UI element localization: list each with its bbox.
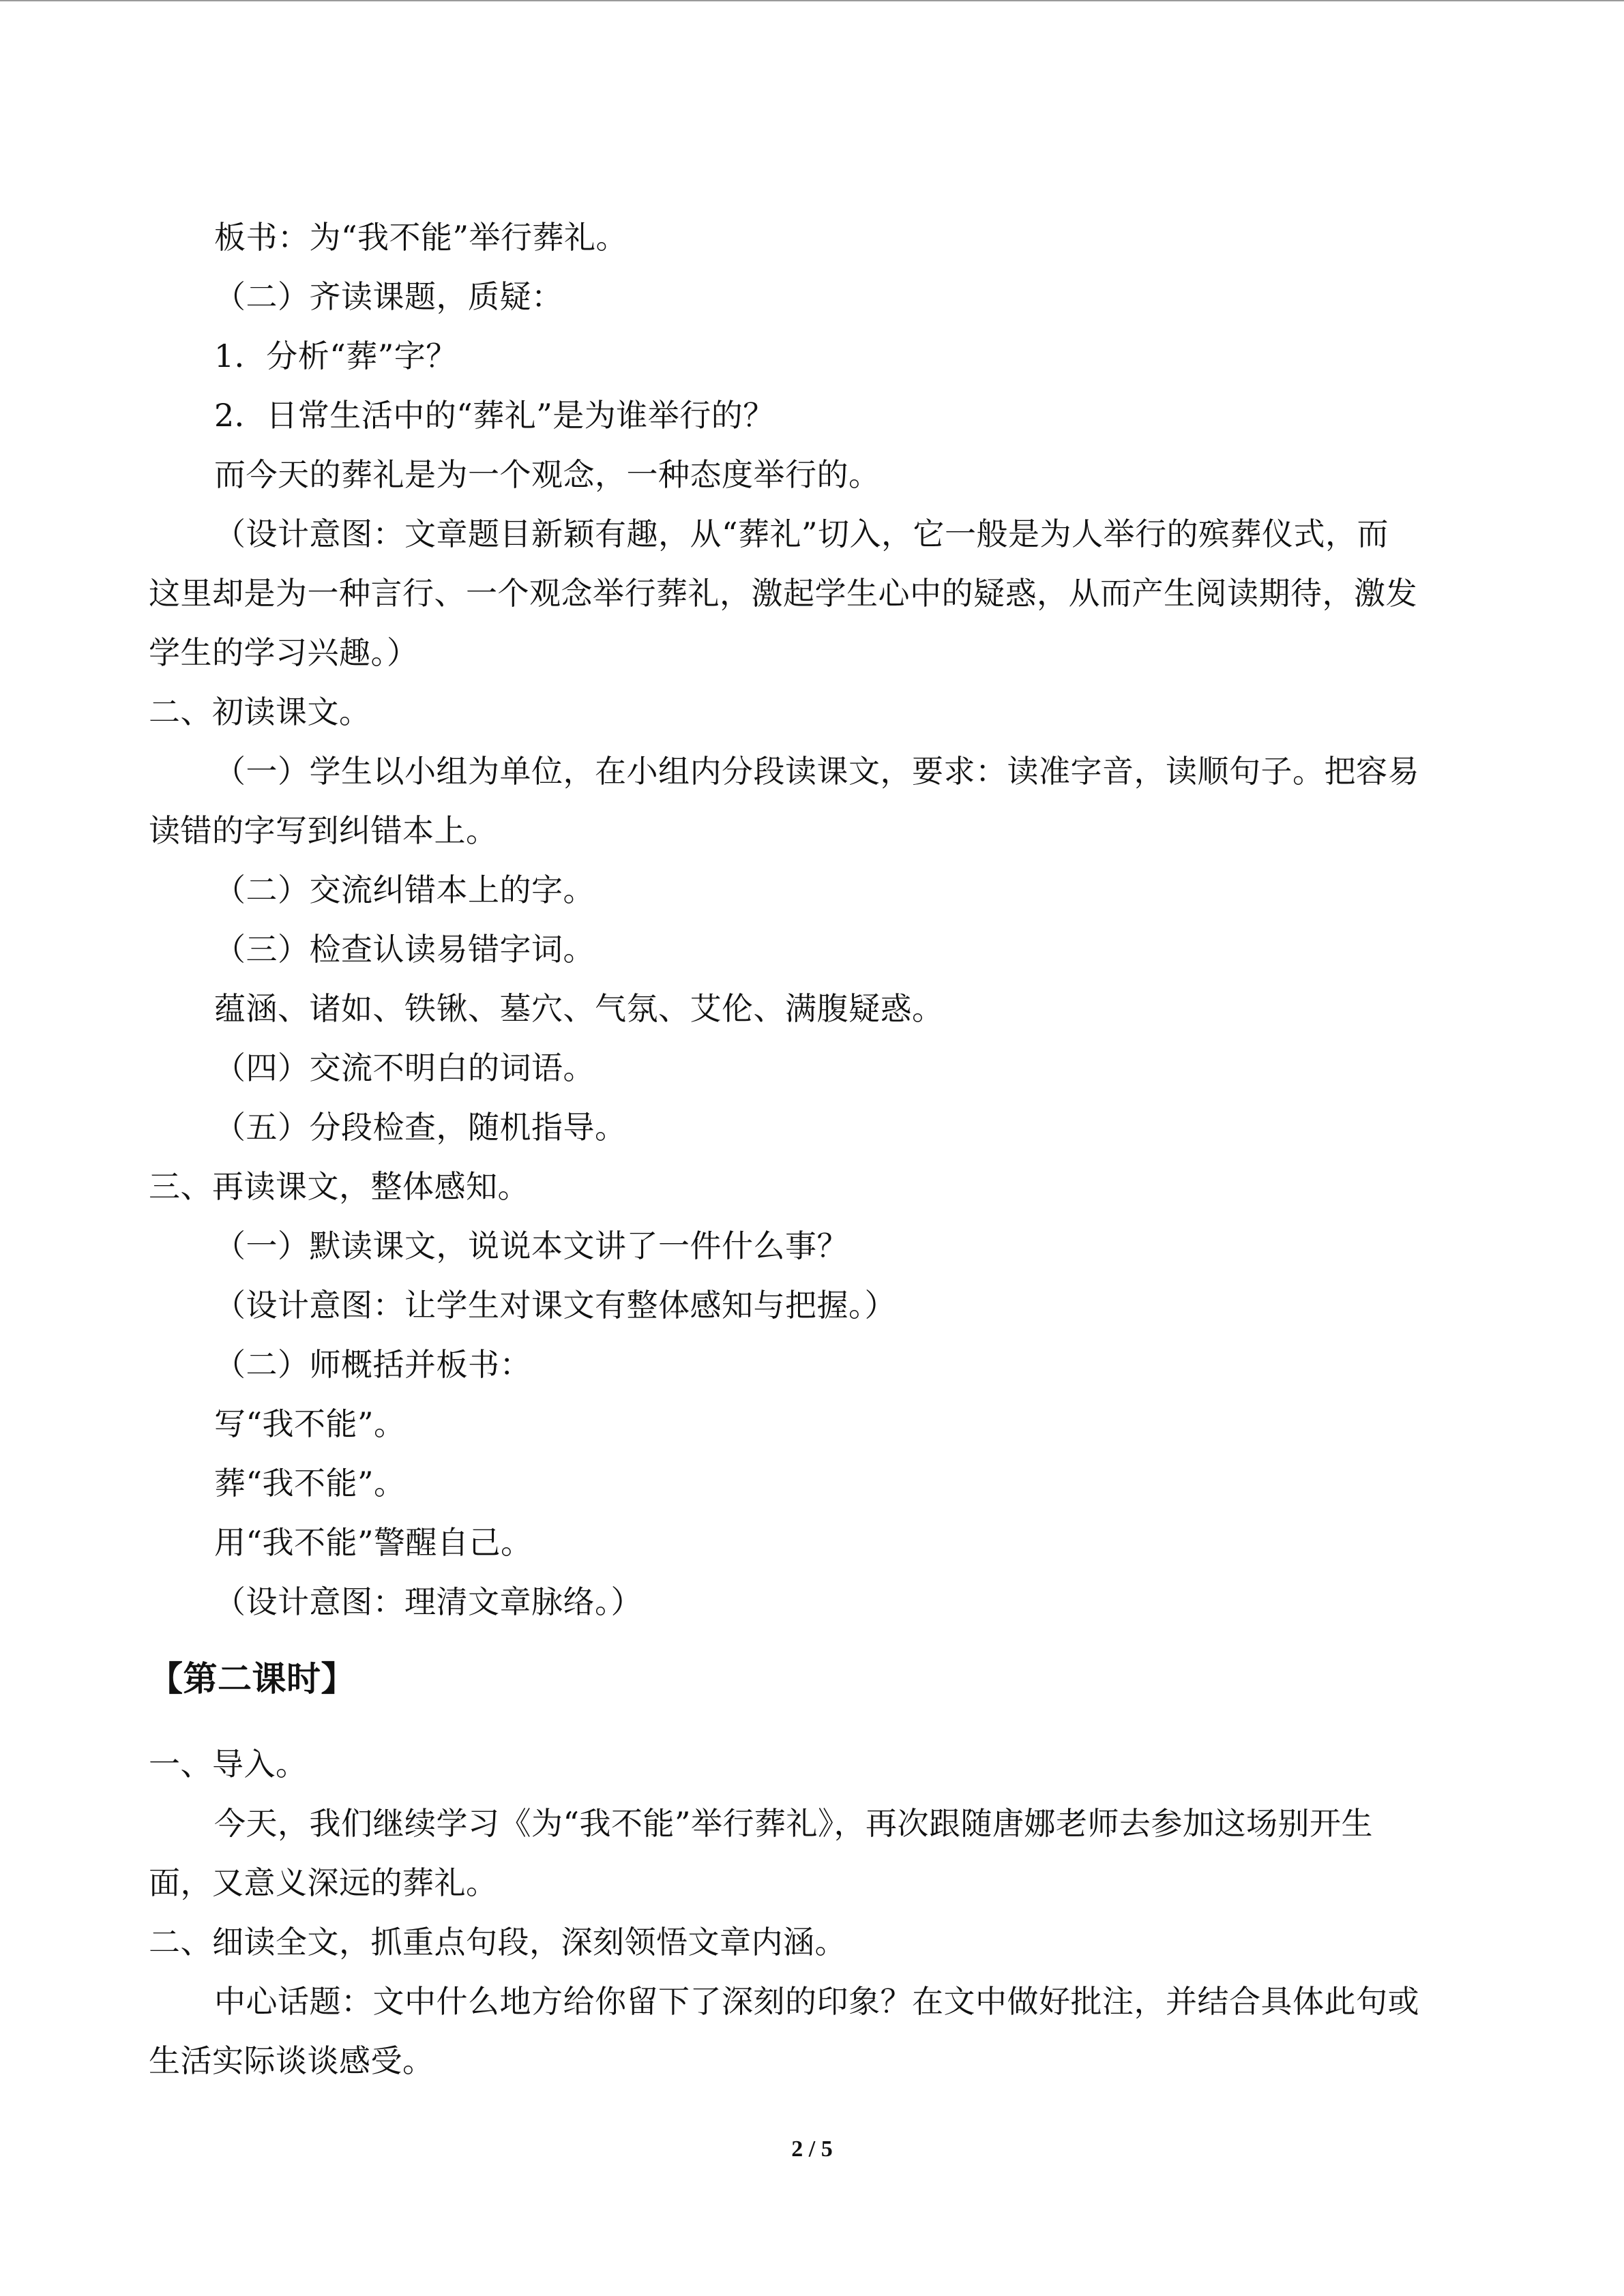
paragraph-line: 写“我不能”。: [214, 1405, 406, 1442]
paragraph-line: 而今天的葬礼是为一个观念，一种态度举行的。: [214, 456, 881, 493]
paragraph-line: 用“我不能”警醒自己。: [214, 1524, 533, 1561]
paragraph-line: 葬“我不能”。: [214, 1465, 406, 1502]
page-number: 2 / 5: [791, 2136, 833, 2162]
paragraph-line: 生活实际谈谈感受。: [149, 2042, 434, 2079]
paragraph-line: （五）分段检查，随机指导。: [214, 1109, 627, 1146]
section-heading: 二、细读全文，抓重点句段，深刻领悟文章内涵。: [149, 1924, 846, 1960]
paragraph-line: （三）检查认读易错字词。: [214, 931, 595, 968]
section-heading: 三、再读课文，整体感知。: [149, 1168, 529, 1205]
paragraph-line: （一）学生以小组为单位，在小组内分段读课文，要求：读准字音，读顺句子。把容易: [214, 753, 1419, 790]
lesson-heading: 【第二课时】: [149, 1659, 355, 1699]
paragraph-line: （二）齐读课题，质疑：: [214, 278, 563, 315]
paragraph-line: （二）交流纠错本上的字。: [214, 871, 595, 908]
paragraph-line: 学生的学习兴趣。）: [149, 634, 419, 671]
paragraph-line: 1．分析“葬”字？: [214, 338, 458, 374]
section-heading: 二、初读课文。: [149, 694, 371, 730]
paragraph-line: 面，又意义深远的葬礼。: [149, 1864, 498, 1901]
section-heading: 一、导入。: [149, 1746, 308, 1783]
paragraph-line: （设计意图：理清文章脉络。）: [214, 1583, 643, 1620]
paragraph-line: （二）师概括并板书：: [214, 1346, 531, 1383]
paragraph-line: 板书：为“我不能”举行葬礼。: [214, 219, 628, 256]
paragraph-line: （设计意图：让学生对课文有整体感知与把握。）: [214, 1287, 896, 1324]
paragraph-line: 这里却是为一种言行、一个观念举行葬礼，激起学生心中的疑惑，从而产生阅读期待，激发: [149, 575, 1417, 612]
paragraph-line: （设计意图：文章题目新颖有趣，从“葬礼”切入，它一般是为人举行的殡葬仪式，而: [214, 516, 1389, 552]
paragraph-line: 2．日常生活中的“葬礼”是为谁举行的？: [214, 397, 775, 434]
paragraph-line: 今天，我们继续学习《为“我不能”举行葬礼》，再次跟随唐娜老师去参加这场别开生: [214, 1805, 1374, 1842]
paragraph-line: （四）交流不明白的词语。: [214, 1049, 595, 1086]
paragraph-line: 中心话题：文中什么地方给你留下了深刻的印象？在文中做好批注，并结合具体此句或: [214, 1983, 1419, 2020]
paragraph-line: （一）默读课文，说说本文讲了一件什么事？: [214, 1227, 848, 1264]
paragraph-line: 读错的字写到纠错本上。: [149, 812, 498, 849]
paragraph-line: 蕴涵、诸如、铁锹、墓穴、气氛、艾伦、满腹疑惑。: [214, 990, 944, 1027]
